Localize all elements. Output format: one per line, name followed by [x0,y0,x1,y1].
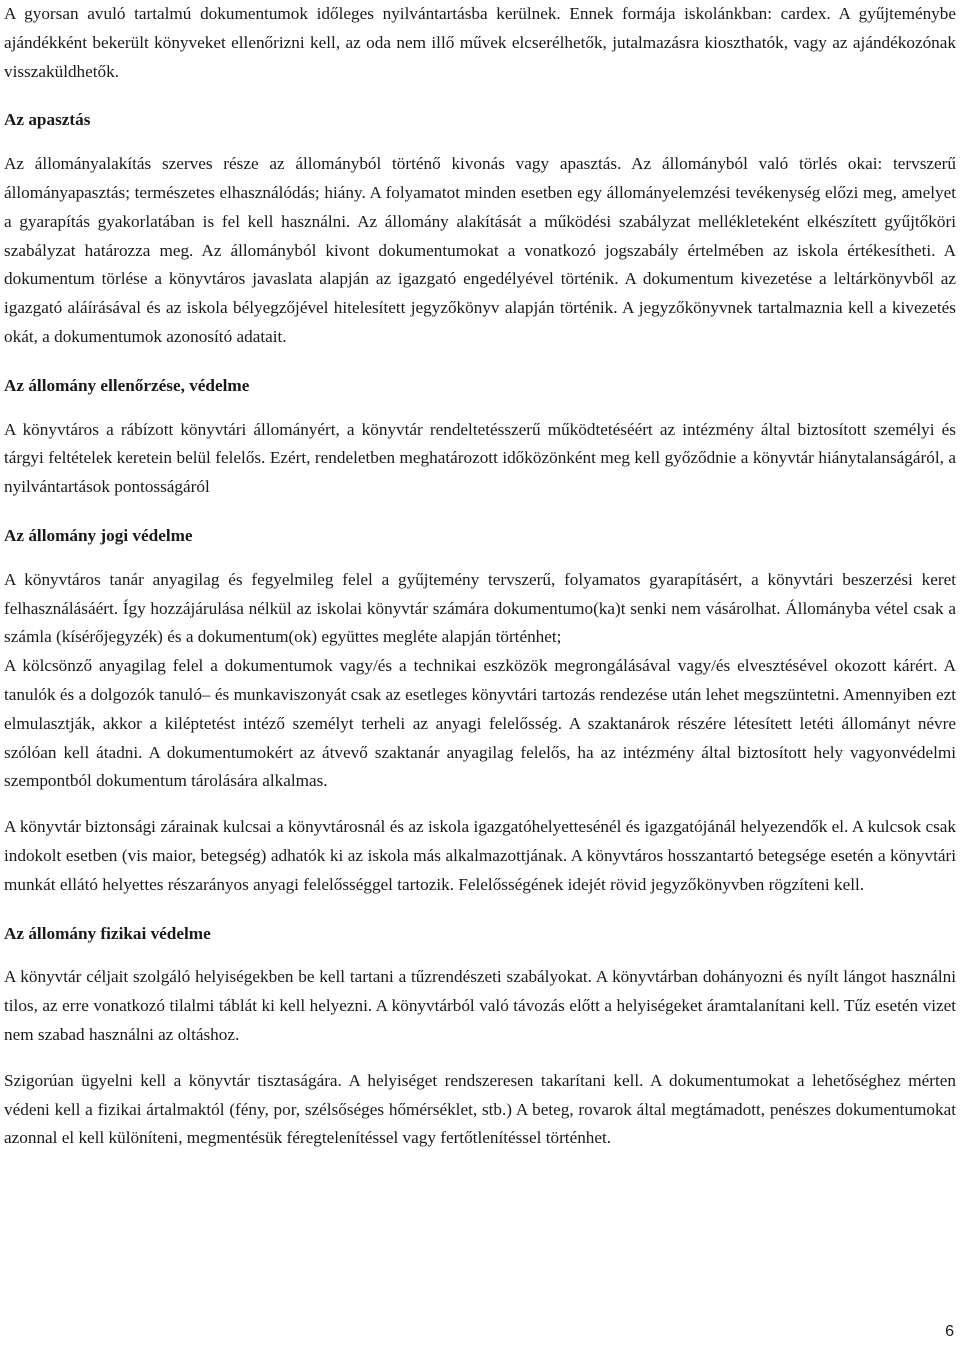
jogi-paragraph-3: A könyvtár biztonsági zárainak kulcsai a könyvtárosnál és az iskola igazgatóhelyettesénél és igazgatójánál helyezendők el. A kulcsok csak indokolt esetben (vis maior, betegség) adhatók ki az iskola más alkalmazottjának. A könyvtáros hosszantartó betegsége esetén a könyvtári munkát ellátó helyettes részarányos anyagi felelősséggel tartozik. Felelősségének idejét rövid jegyzőkönyvben rögzíteni kell. [4,817,956,894]
intro-paragraph: A gyorsan avuló tartalmú dokumentumok időleges nyilvántartásba kerülnek. Ennek formája iskolánkban: cardex. A gyűjteménybe ajándékként bekerült könyveket ellenőrizni kell, az oda nem illő művek elcserélhetők, jutalmazásra kioszthatók, vagy az ajándékozónak visszaküldhetők. [4,4,956,81]
ellenorzes-paragraph: A könyvtáros a rábízott könyvtári állományért, a könyvtár rendeltetésszerű működtetéséért az intézmény által biztosított személyi és tárgyi feltételek keretein belül felelős. Ezért, rendeletben meghatározott időközönként meg kell győződnie a könyvtár hiánytalanságáról, a nyilvántartások pontosságáról [4,419,956,497]
heading-apasztas: Az apasztás [4,110,91,130]
heading-ellenorzes: Az állomány ellenőrzése, védelme [4,375,250,395]
heading-fizikai: Az állomány fizikai védelme [4,923,211,943]
jogi-paragraph-2: A kölcsönző anyagilag felel a dokumentumok vagy/és a technikai eszközök megrongálásával vagy/és elvesztésével okozott kárért. A tanulók és a dolgozók tanuló– és munkaviszonyát csak az esetleges könyvtári tartozás rendezése után lehet megszüntetni. Amennyiben ezt elmulasztják, akkor a kiléptetést intéző személyt terheli az anyagi felelősség. A szaktanárok részére létesített letéti állományt névre szólóan kell átadni. A dokumentumokért az átvevő szaktanár anyagilag felelős, ha az intézmény által biztosított hely vagyonvédelmi szempontból dokumentum tárolására alkalmas. [4,656,956,791]
page-number: 6 [945,1323,954,1340]
heading-jogi: Az állomány jogi védelme [4,525,193,545]
fizikai-paragraph-1: A könyvtár céljait szolgáló helyiségekben be kell tartani a tűzrendészeti szabályokat. A könyvtárban dohányozni és nyílt lángot használni tilos, az erre vonatkozó tilalmi táblát ki kell helyezni. A könyvtárból való távozás előtt a helyiségeket áramtalanítani kell. Tűz esetén vizet nem szabad használni az oltáshoz. [4,967,956,1044]
jogi-paragraph-1: A könyvtáros tanár anyagilag és fegyelmileg felel a gyűjtemény tervszerű, folyamatos gyarapításért, a könyvtári beszerzési keret felhasználásáért. Így hozzájárulása nélkül az iskolai könyvtár számára dokumentumo(ka)t senki nem vásárolhat. Állományba vétel csak a számla (kísérőjegyzék) és a dokumentum(ok) együttes megléte alapján történhet; [4,569,956,647]
document-page [4,0,956,1153]
apasztas-paragraph: Az állományalakítás szerves része az állományból történő kivonás vagy apasztás. Az állományból való törlés okai: tervszerű állományapasztás; természetes elhasználódás; hiány. A folyamatot minden esetben egy állományelemzési tevékenység előzi meg, amelyet a gyarapítás gyakorlatában is fel kell használni. Az állomány alakítását a működési szabályzat mellékleteként elkészített gyűjtőköri szabályzat határozza meg. Az állományból kivont dokumentumokat a vonatkozó jogszabály értelmében az iskola értékesítheti. A dokumentum törlése a könyvtáros javaslata alapján az igazgató engedélyével történik. A dokumentum kivezetése a leltárkönyvből az igazgató aláírásával és az iskola bélyegzőjével hitelesített jegyzőkönyv alapján történik. A jegyzőkönyvnek tartalmaznia kell a kivezetés okát, a dokumentumok azonosító adatait. [4,154,956,346]
fizikai-paragraph-2: Szigorúan ügyelni kell a könyvtár tisztaságára. A helyiséget rendszeresen takarítani kell. A dokumentumokat a lehetőséghez mérten védeni kell a fizikai ártalmaktól (fény, por, szélsőséges hőmérséklet, stb.) A beteg, rovarok által megtámadott, penészes dokumentumokat azonnal el kell különíteni, megmentésük féregtelenítéssel vagy fertőtlenítéssel történhet. [4,1070,956,1148]
